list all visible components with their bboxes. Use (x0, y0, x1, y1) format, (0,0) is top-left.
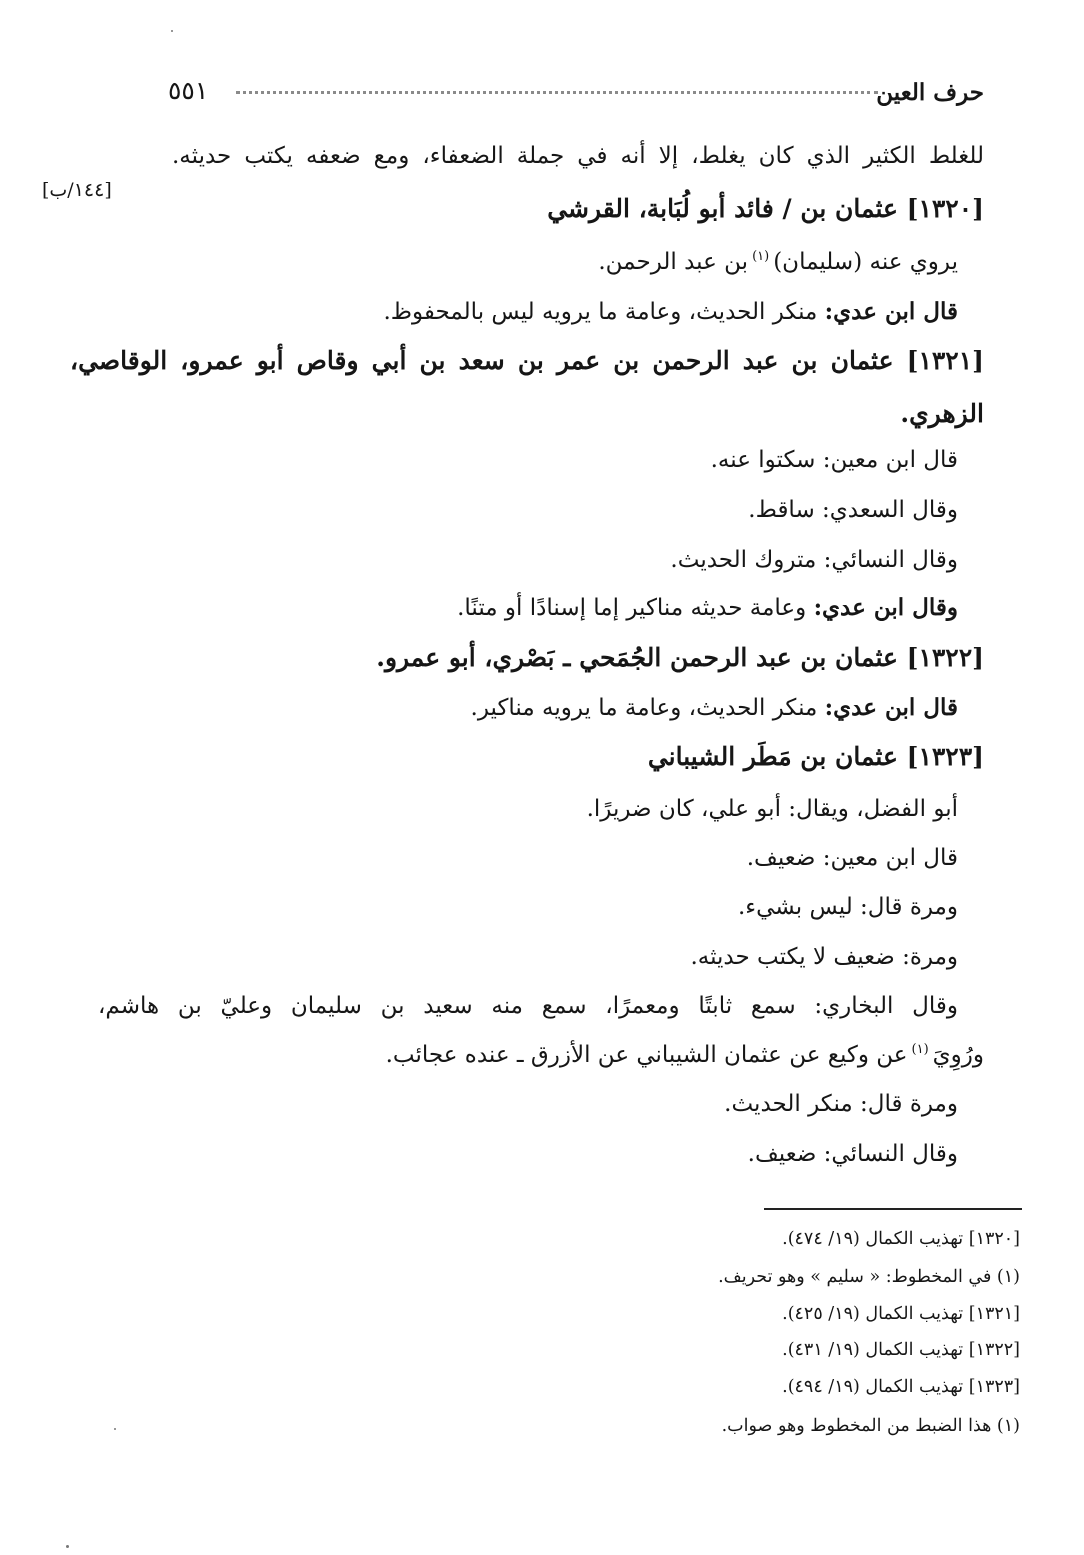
narrator-name: قال ابن عدي: (824, 298, 958, 325)
scan-speck (66, 1545, 69, 1548)
narrator-name: وقال ابن عدي: (813, 594, 958, 621)
page-number: ٥٥١ (168, 76, 209, 105)
text-line: وقال البخاري: سمع ثابتًا ومعمرًا، سمع منه سعيد بن سليمان وعليّ بن هاشم، (98, 993, 958, 1019)
footnote-marker: (١) (752, 249, 770, 264)
manuscript-folio-note: [١٤٤/ب] (42, 179, 112, 201)
text-line: ومرة قال: ليس بشيء. (737, 894, 958, 920)
entry-heading-1321-cont: الزهري. (900, 399, 984, 428)
entry-heading-1321: [١٣٢١] عثمان بن عبد الرحمن بن عمر بن سعد بن أبي وقاص أبو عمرو، الوقاصي، (70, 346, 984, 375)
running-title: حرف العين (876, 79, 984, 106)
text-span: يروي عنه (سليمان) (773, 249, 958, 275)
entry-heading-1320: [١٣٢٠] عثمان بن / فائد أبو لُبَابة، القرشي (547, 194, 984, 223)
text-line: وقال النسائي: متروك الحديث. (670, 547, 958, 573)
footnote: [١٣٢٠] تهذيب الكمال (١٩/ ٤٧٤). (782, 1229, 1020, 1249)
footnote: (١) في المخطوط: « سليم » وهو تحريف. (718, 1267, 1020, 1287)
scan-speck (114, 1428, 116, 1430)
text-line (457, 588, 958, 628)
text-line: للغلط الكثير الذي كان يغلط، إلا أنه في جملة الضعفاء، ومع ضعفه يكتب حديثه. (172, 143, 984, 169)
entry-heading-1323: [١٣٢٣] عثمان بن مَطَر الشيباني (647, 742, 984, 771)
text-line: وقال النسائي: ضعيف. (747, 1141, 958, 1167)
footnote-marker: (١) (911, 1042, 929, 1057)
text-line: ومرة قال: منكر الحديث. (724, 1091, 958, 1117)
text-line: قال ابن معين: سكتوا عنه. (710, 447, 958, 473)
text-span: منكر الحديث، وعامة ما يرويه مناكير. (470, 695, 825, 721)
footnote-separator (764, 1208, 1022, 1210)
text-line (386, 1035, 984, 1075)
text-line (471, 688, 958, 728)
text-line: وقال السعدي: ساقط. (748, 497, 958, 523)
text-span: بن عبد الرحمن. (598, 249, 749, 275)
header-dotted-rule (236, 91, 878, 94)
scan-speck (171, 30, 173, 32)
entry-heading-1322: [١٣٢٢] عثمان بن عبد الرحمن الجُمَحي ـ بَصْري، أبو عمرو. (376, 643, 984, 672)
text-span: منكر الحديث، وعامة ما يرويه ليس بالمحفوظ. (383, 299, 825, 325)
text-line: ومرة: ضعيف لا يكتب حديثه. (690, 944, 958, 970)
text-line: قال ابن معين: ضعيف. (746, 845, 958, 871)
narrator-name: قال ابن عدي: (824, 694, 958, 721)
text-span: ورُوِيَ (932, 1042, 984, 1068)
footnote: [١٣٢٢] تهذيب الكمال (١٩/ ٤٣١). (782, 1340, 1020, 1360)
text-span: عن وكيع عن عثمان الشيباني عن الأزرق ـ عنده عجائب. (385, 1042, 908, 1068)
text-line: أبو الفضل، ويقال: أبو علي، كان ضريرًا. (586, 796, 958, 822)
footnote: [١٣٢١] تهذيب الكمال (١٩/ ٤٢٥). (782, 1304, 1020, 1324)
text-line (383, 292, 958, 332)
footnote: (١) هذا الضبط من المخطوط وهو صواب. (721, 1416, 1020, 1436)
footnote: [١٣٢٣] تهذيب الكمال (١٩/ ٤٩٤). (782, 1377, 1020, 1397)
text-span: وعامة حديثه مناكير إما إسنادًا أو متنًا. (457, 595, 814, 621)
text-line (598, 242, 958, 282)
